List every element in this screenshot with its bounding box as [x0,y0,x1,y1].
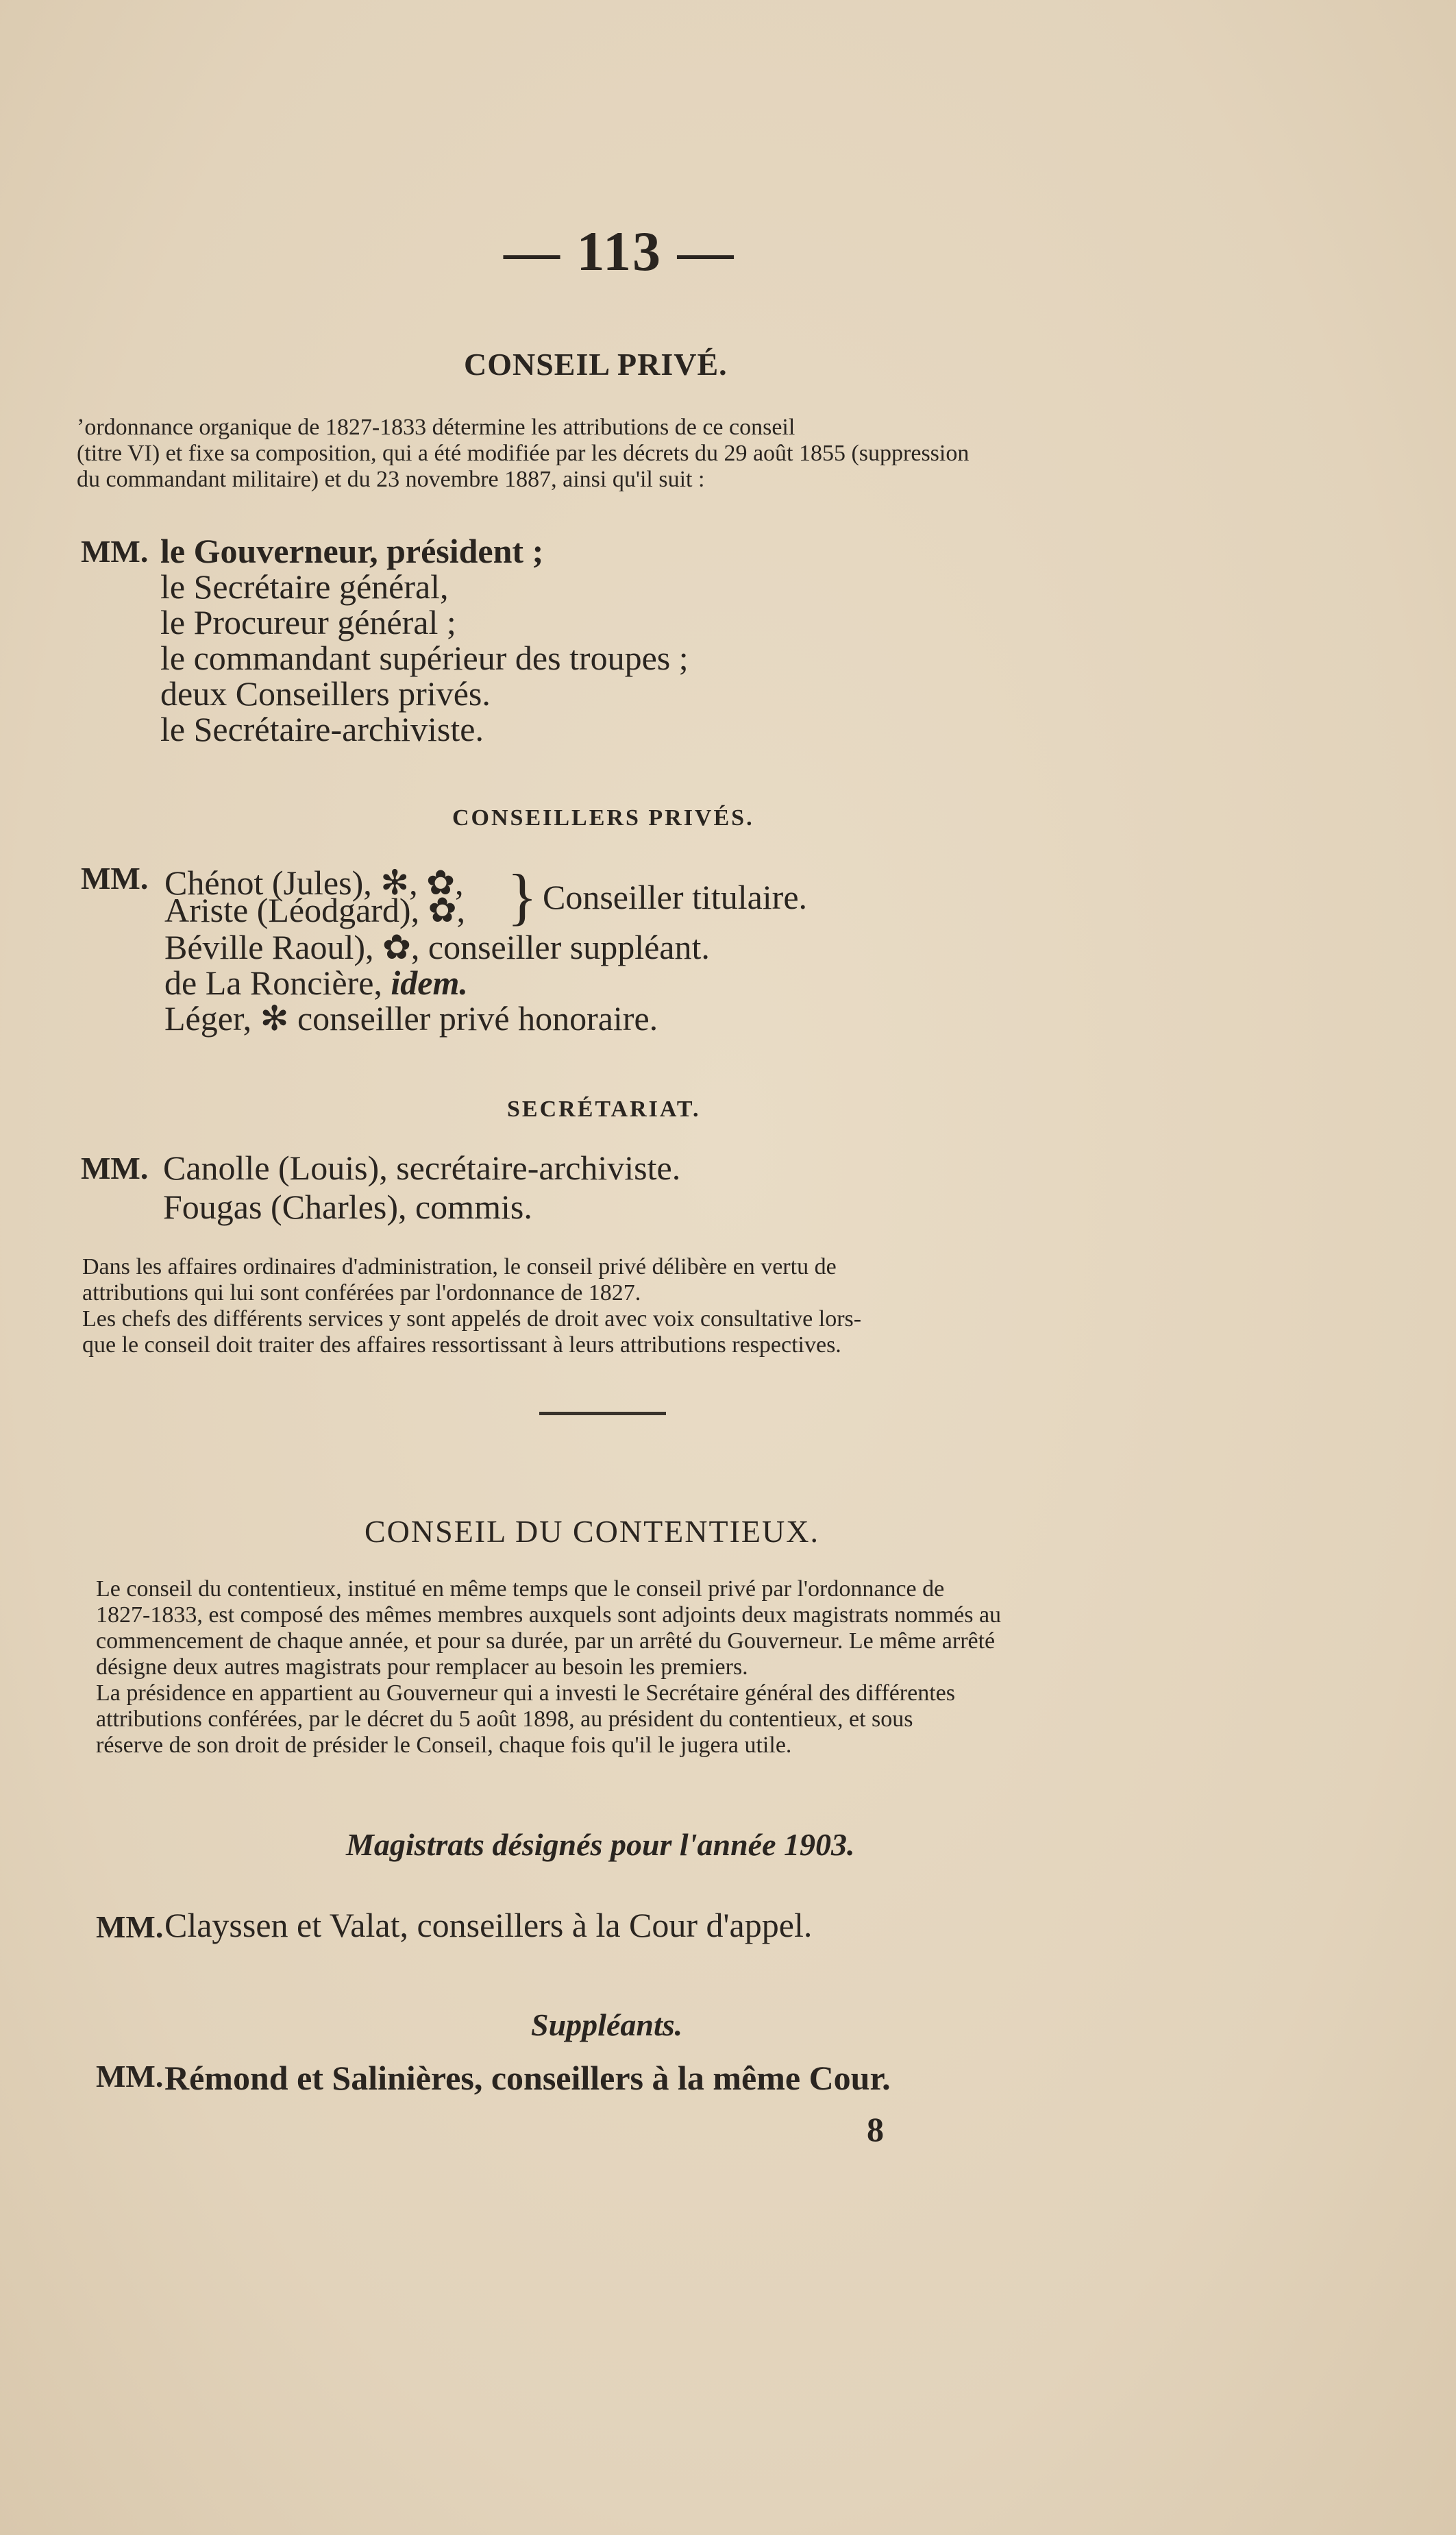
contentieux-para-line: commencement de chaque année, et pour sa durée, par un arrêté du Gouverneur. Le même arrêté [96,1628,996,1654]
conseiller-line: Chénot (Jules), ✻, ✿, [164,864,464,902]
mm-label: MM. [96,1909,164,1944]
member-line: le Secrétaire-archiviste. [160,710,484,748]
secretariat-line: Fougas (Charles), commis. [163,1188,532,1226]
magistrats-title: Magistrats désignés pour l'année 1903. [346,1827,855,1862]
page-number: — 113 — [504,220,735,282]
mm-label: MM. [81,534,149,569]
member-line: le Procureur général ; [160,603,456,641]
idem-text: idem. [391,964,468,1002]
conseiller-line [164,965,468,1001]
suppleants-line: Rémond et Salinières, conseillers à la même Cour. [164,2059,891,2097]
conseiller-line: Léger, ✻ conseiller privé honoraire. [164,999,658,1038]
conseiller-line: Béville Raoul), ✿, conseiller suppléant. [164,928,710,966]
section-title-contentieux: CONSEIL DU CONTENTIEUX. [365,1514,819,1549]
suppleants-title: Suppléants. [531,2007,683,2042]
mm-label: MM. [81,861,149,896]
contentieux-para-line: réserve de son droit de présider le Conseil, chaque fois qu'il le jugera utile. [96,1732,792,1758]
intro-line-1: ʼordonnance organique de 1827-1833 détermine les attributions de ce conseil [77,415,795,440]
section-title-conseil-prive: CONSEIL PRIVÉ. [464,347,728,382]
conseiller-titulaire-label: Conseiller titulaire. [543,878,808,916]
magistrats-line: Clayssen et Valat, conseillers à la Cour d'appel. [164,1906,813,1944]
member-line: le Gouverneur, président ; [160,532,544,570]
secretariat-para-line: Dans les affaires ordinaires d'administration, le conseil privé délibère en vertu de [82,1254,837,1279]
signature-mark: 8 [867,2110,884,2148]
mm-label: MM. [81,1151,149,1186]
member-line: deux Conseillers privés. [160,674,491,713]
conseiller-line: Ariste (Léodgard), ✿, [164,891,465,929]
secretariat-para-line: que le conseil doit traiter des affaires ressortissant à leurs attributions respectives. [82,1332,841,1358]
section-divider [539,1412,666,1415]
secretariat-para-line: Les chefs des différents services y sont appelés de droit avec voix consultative lors- [82,1306,862,1332]
member-line: le Secrétaire général, [160,567,449,606]
mm-label: MM. [96,2059,164,2094]
secretariat-line: Canolle (Louis), secrétaire-archiviste. [163,1149,681,1187]
section-title-secretariat: SECRÉTARIAT. [507,1097,701,1122]
contentieux-para-line: Le conseil du contentieux, institué en même temps que le conseil privé par l'ordonnance de [96,1576,945,1602]
secretariat-para-line: attributions qui lui sont conférées par l'ordonnance de 1827. [82,1280,641,1306]
conseiller-name: de La Roncière, [164,964,391,1002]
contentieux-para-line: attributions conférées, par le décret du 5 août 1898, au président du contentieux, et sous [96,1706,913,1732]
intro-line-3: du commandant militaire) et du 23 novembre 1887, ainsi qu'il suit : [77,467,705,492]
section-title-conseillers-prives: CONSEILLERS PRIVÉS. [452,805,754,831]
member-line: le commandant supérieur des troupes ; [160,639,689,677]
contentieux-para-line: 1827-1833, est composé des mêmes membres auxquels sont adjoints deux magistrats nommés au [96,1602,1002,1628]
brace: } [507,861,538,931]
contentieux-para-line: La présidence en appartient au Gouverneur qui a investi le Secrétaire général des différentes [96,1680,955,1706]
intro-line-2: (titre VI) et fixe sa composition, qui a été modifiée par les décrets du 29 août 1855 (suppression [77,441,970,466]
contentieux-para-line: désigne deux autres magistrats pour remplacer au besoin les premiers. [96,1654,748,1680]
